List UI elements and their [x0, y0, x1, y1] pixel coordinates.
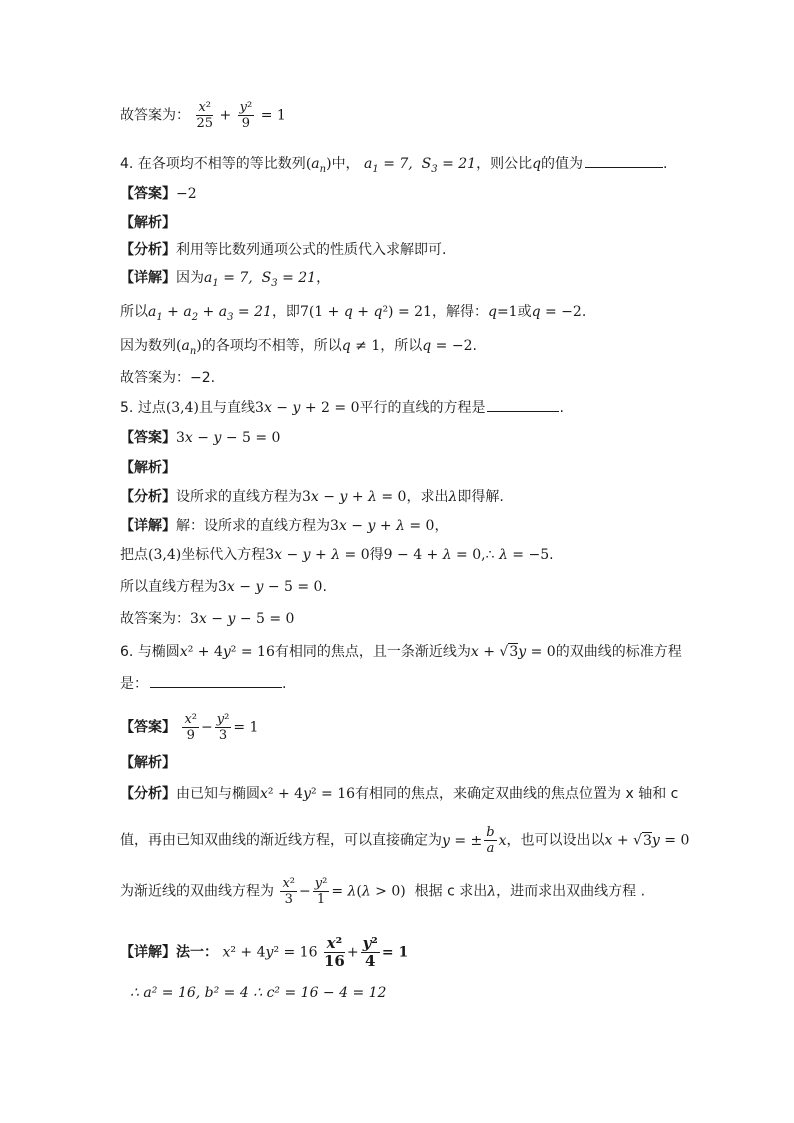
- fraction-y2-3: $\frac{\text{y²}}{3}$: [216, 712, 230, 743]
- text: 得: [369, 547, 384, 563]
- question-number: 6.: [120, 644, 134, 660]
- q-eq-neg2: q = −2: [531, 304, 582, 320]
- question-number: 4.: [120, 156, 134, 172]
- period: .: [559, 400, 564, 416]
- lambda-cond: = λ(λ > 0): [331, 883, 406, 900]
- line-eq-lambda: 3x − y + λ = 0: [330, 518, 435, 534]
- period: .: [322, 579, 327, 595]
- line-eq-lambda: 3x − y + λ = 0: [265, 547, 370, 563]
- detail-text: 因为: [176, 270, 204, 286]
- detail-4-line-3: [120, 336, 477, 362]
- answer-tag: 【答案】: [120, 719, 176, 736]
- analysis-5: [120, 487, 504, 507]
- seq-an: $(a_n)$: [305, 156, 332, 175]
- q4-text-4: ，则公比: [476, 156, 533, 172]
- lambda: λ: [487, 883, 497, 900]
- text: 的双曲线的标准方程: [555, 644, 682, 660]
- text: 与椭圆: [137, 644, 180, 660]
- fraction-y2-4: $\frac{\text{y²}}{4}$: [362, 934, 378, 970]
- answer-value: −2: [176, 186, 197, 202]
- period: .: [549, 547, 554, 563]
- analysis-heading-5: 【解析】: [120, 460, 176, 476]
- detail-4-line-2: [120, 302, 586, 328]
- text: 值，再由已知双曲线的渐近线方程，可以直接确定为: [120, 832, 442, 849]
- detail-6-line-2: ∴ a² = 16, b² = 4 ∴ c² = 16 − 4 = 12: [130, 985, 387, 1001]
- answer-4: [120, 184, 197, 204]
- detail-4: [120, 268, 330, 294]
- q-var: q: [532, 156, 542, 172]
- question-4: [120, 154, 668, 180]
- answer-blank[interactable]: [150, 687, 282, 688]
- fraction-x2-3: $\frac{\text{x²}}{3}$: [282, 876, 296, 907]
- text: 有相同的焦点，来确定双曲线的焦点位置为 x 轴和 c: [355, 786, 679, 802]
- text: 因为数列: [120, 338, 176, 354]
- answer-line-prev: [120, 100, 286, 131]
- answer-eq: 3x − y − 5 = 0: [190, 611, 295, 627]
- answer-lead: 故答案为：: [120, 107, 190, 124]
- analysis-tag: 【分析】: [120, 489, 176, 505]
- detail-tag: 【详解】: [120, 944, 176, 961]
- text: ，也可以设出以: [506, 832, 605, 849]
- a1-eq: $a_1 = 7$,: [204, 270, 253, 289]
- answer-eq: 3x − y − 5 = 0: [218, 579, 323, 595]
- answer-tag: 【答案】: [120, 186, 176, 202]
- ellipse-eq: x² + 4y² = 16: [222, 944, 318, 961]
- q4-text-2: 中，: [331, 156, 360, 172]
- analysis-6-line-3: 为渐近线的双曲线方程为 $\frac{\text{x²}}{3}$ − $\frac{\text{y²}}{1}$ = λ(λ > 0) 根据 c 求出λ，进而求出双曲线方程 .: [120, 876, 646, 907]
- fraction-x2-25: $\frac{\text{x²}}{25}$: [196, 100, 213, 131]
- expand-eq: 7(1 + q + q²) = 21: [299, 304, 432, 320]
- point-3-4: (3,4): [148, 547, 182, 563]
- analysis-heading-6: 【解析】: [120, 755, 176, 771]
- asymptote-eq: x + √3y = 0: [604, 832, 690, 849]
- answer-6: [120, 712, 258, 743]
- sum-eq: $a_1 + a_2 + a_3 = 21$: [148, 304, 272, 323]
- fraction-y2-9: $\frac{\text{y²}}{9}$: [239, 100, 253, 131]
- plus-sign: +: [219, 107, 232, 124]
- s3-eq: $S_3 = 21$: [261, 270, 317, 289]
- text: ，所以: [380, 338, 423, 354]
- text: 或: [517, 304, 532, 320]
- analysis-6: [120, 784, 678, 804]
- answer-5: [120, 428, 280, 448]
- separator: ，: [316, 270, 331, 286]
- text: ，解得：: [431, 304, 488, 320]
- text: 有相同的焦点，且一条渐近线为: [274, 644, 471, 660]
- question-number: 5.: [120, 400, 134, 416]
- text: 即得解.: [457, 489, 504, 505]
- q4-text-5: 的值为: [541, 156, 584, 172]
- text: 故答案为：: [120, 611, 190, 627]
- analysis-tag: 【分析】: [120, 242, 176, 258]
- answer-line-5: [120, 609, 294, 629]
- detail-tag: 【详解】: [120, 518, 176, 534]
- detail-5: [120, 516, 448, 536]
- analysis-4: [120, 240, 446, 260]
- text: 根据 c 求出: [414, 883, 488, 900]
- text: 设所求的直线方程为: [176, 489, 302, 505]
- equals-one: = 1: [233, 719, 259, 736]
- q-eq-1: q=1: [487, 304, 518, 320]
- line-eq: 3x − y + 2 = 0: [255, 400, 360, 416]
- period: .: [581, 304, 587, 320]
- answer-blank[interactable]: [487, 411, 559, 412]
- text: 为渐近线的双曲线方程为: [120, 883, 274, 900]
- question-6-line-2: [120, 674, 286, 694]
- answer-blank[interactable]: [585, 167, 663, 168]
- ellipse-eq: x² + 4y² = 16: [260, 786, 356, 802]
- equals-one: = 1: [260, 107, 286, 124]
- text: ，即: [271, 304, 300, 320]
- text: 坐标代入方程: [181, 547, 266, 563]
- detail-5-line-2: [120, 545, 554, 565]
- question-5: [120, 398, 564, 418]
- a1-eq: $a_1 = 7$,: [364, 156, 413, 175]
- solve-lambda: 9 − 4 + λ = 0,∴ λ = −5: [383, 547, 550, 563]
- text: 法一：: [176, 944, 218, 961]
- minus-sign: −: [201, 719, 213, 736]
- analysis-tag: 【分析】: [120, 786, 176, 802]
- lambda: λ: [448, 489, 458, 505]
- line-eq-lambda: 3x − y + λ = 0: [302, 489, 407, 505]
- text: 解：设所求的直线方程为: [176, 518, 330, 534]
- detail-5-line-3: [120, 577, 327, 597]
- period: .: [472, 338, 477, 354]
- period: .: [282, 676, 287, 692]
- text: ，求出: [406, 489, 449, 505]
- analysis-text: 利用等比数列通项公式的性质代入求解即可.: [176, 242, 447, 258]
- text: 所以直线方程为: [120, 579, 218, 595]
- answer-value: 3x − y − 5 = 0: [176, 430, 281, 446]
- fraction-y2-1: $\frac{\text{y²}}{1}$: [314, 876, 328, 907]
- fraction-x2-16: $\frac{\text{x²}}{16}$: [323, 934, 345, 970]
- analysis-6-line-2: [120, 825, 689, 856]
- q4-text-1: 在各项均不相等的等比数列: [137, 156, 306, 172]
- point-3-4: (3,4): [165, 400, 200, 416]
- text: 把点: [120, 547, 148, 563]
- detail-6: 【详解】法一： x² + 4y² = 16 $\frac{\text{x²}}{16}$ + $\frac{\text{y²}}{4}$ = 1: [120, 934, 409, 970]
- analysis-heading-4: 【解析】: [120, 215, 176, 231]
- answer-tag: 【答案】: [120, 430, 176, 446]
- text: ，: [434, 518, 449, 534]
- text: 的各项均不相等，所以: [201, 338, 342, 354]
- q-eq-neg2: q = −2: [422, 338, 473, 354]
- text: 平行的直线的方程是: [359, 400, 486, 416]
- text: ，进而求出双曲线方程 .: [496, 883, 646, 900]
- seq-an: $(a_n)$: [176, 338, 202, 357]
- text: 过点: [137, 400, 166, 416]
- period: .: [663, 156, 668, 172]
- q-neq-1: q ≠ 1: [341, 338, 381, 354]
- text: 由已知与椭圆: [176, 786, 260, 802]
- s3-eq: $S_3 = 21$: [421, 156, 477, 175]
- fraction-x2-9: $\frac{\text{x²}}{9}$: [184, 712, 198, 743]
- text: 且与直线: [199, 400, 256, 416]
- asymptote-eq: x + √3y = 0: [470, 644, 556, 660]
- asymptote-slope: y = ± $\frac{b}{a}$ x: [442, 825, 507, 856]
- text: 所以: [120, 304, 148, 320]
- text: 是：: [120, 676, 148, 692]
- answer-line-4: 故答案为：−2.: [120, 370, 216, 386]
- equals-one: = 1: [381, 944, 409, 961]
- question-6: [120, 642, 682, 662]
- ellipse-eq: x² + 4y² = 16: [179, 644, 275, 660]
- detail-tag: 【详解】: [120, 270, 176, 286]
